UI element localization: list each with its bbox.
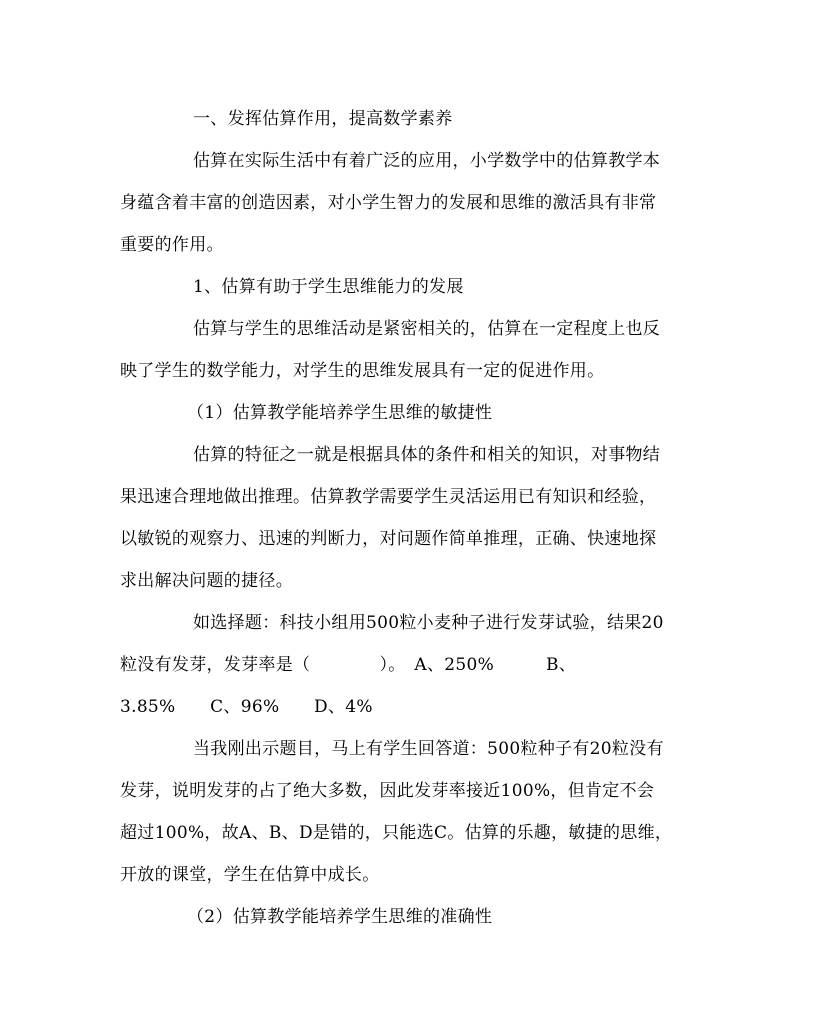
subsection-heading: 1、估算有助于学生思维能力的发展 <box>193 277 464 297</box>
paragraph-line: 估算的特征之一就是根据具体的条件和相关的知识，对事物结 <box>193 445 661 465</box>
subheading-2: （2）估算教学能培养学生思维的准确性 <box>187 907 493 927</box>
paragraph-line: 超过100%，故A、B、D是错的，只能选C。估算的乐趣，敏捷的思维， <box>120 823 673 843</box>
paragraph-line: 估算与学生的思维活动是紧密相关的，估算在一定程度上也反 <box>193 319 661 339</box>
paragraph-line: 映了学生的数学能力，对学生的思维发展具有一定的促进作用。 <box>120 361 605 381</box>
paragraph-line: 求出解决问题的捷径。 <box>120 571 293 591</box>
paragraph-line: 重要的作用。 <box>120 235 224 255</box>
subheading-1: （1）估算教学能培养学生思维的敏捷性 <box>187 403 493 423</box>
paragraph-line: 果迅速合理地做出推理。估算教学需要学生灵活运用已有知识和经验， <box>120 487 657 507</box>
paragraph-line: 当我刚出示题目，马上有学生回答道：500粒种子有20粒没有 <box>193 739 664 759</box>
example-question-line: 粒没有发芽，发芽率是（ ）。 A、250% B、 <box>120 655 577 675</box>
paragraph-line: 开放的课堂，学生在估算中成长。 <box>120 865 380 885</box>
paragraph-line: 估算在实际生活中有着广泛的应用，小学数学中的估算教学本 <box>193 151 661 171</box>
paragraph-line: 身蕴含着丰富的创造因素，对小学生智力的发展和思维的激活具有非常 <box>120 193 657 213</box>
example-question-line: 如选择题：科技小组用500粒小麦种子进行发芽试验，结果20 <box>193 613 664 633</box>
example-options-line: 3.85% C、96% D、4% <box>120 697 373 717</box>
paragraph-line: 以敏锐的观察力、迅速的判断力，对问题作简单推理，正确、快速地探 <box>120 529 657 549</box>
paragraph-line: 发芽，说明发芽的占了绝大多数，因此发芽率接近100%，但肯定不会 <box>120 781 655 801</box>
section-heading: 一、发挥估算作用，提高数学素养 <box>193 109 453 129</box>
